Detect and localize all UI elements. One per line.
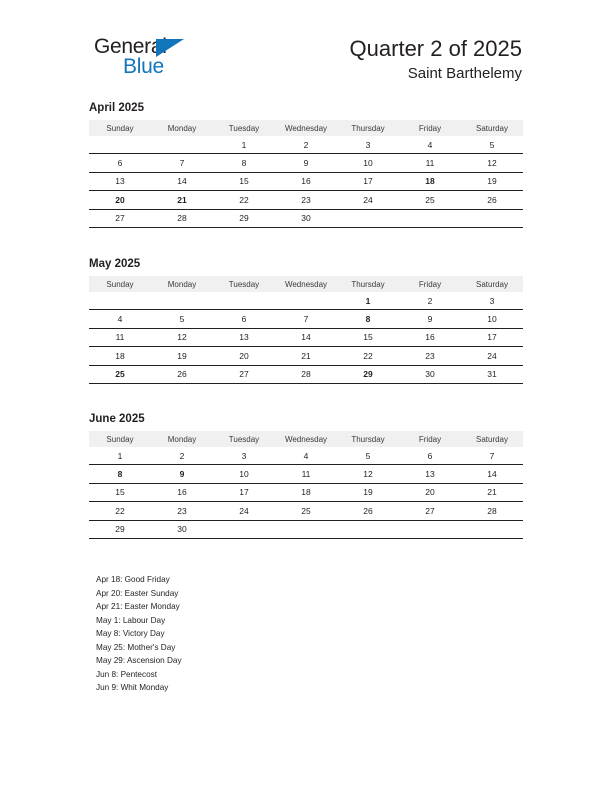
holiday-legend-item: May 8: Victory Day — [96, 629, 165, 638]
day-cell[interactable]: 17 — [461, 328, 523, 346]
day-cell[interactable]: 7 — [275, 310, 337, 328]
day-cell[interactable]: 13 — [399, 465, 461, 483]
month-block — [89, 412, 523, 539]
day-cell[interactable]: 2 — [303, 139, 309, 150]
holiday-legend-item: Jun 8: Pentecost — [96, 669, 157, 679]
day-cell[interactable]: 9 — [399, 310, 461, 328]
weekday-header-row — [89, 276, 523, 292]
day-cell-holiday[interactable]: 8 — [337, 310, 399, 328]
day-cell[interactable]: 23 — [151, 502, 213, 520]
month-block — [89, 257, 523, 384]
month-title: June 2025 — [89, 413, 145, 425]
week-row — [89, 328, 523, 346]
weekday-header-friday: Friday — [399, 276, 461, 292]
logo-text-general: General — [94, 35, 167, 58]
weekday-header-saturday: Saturday — [461, 431, 523, 447]
day-cell[interactable]: 7 — [151, 154, 213, 172]
weekday-header-sunday: Sunday — [89, 276, 151, 292]
calendar-table — [89, 120, 523, 228]
day-cell-empty — [337, 520, 399, 538]
weekday-header-monday: Monday — [151, 276, 213, 292]
weekday-header-row — [89, 431, 523, 447]
weekday-header-saturday: Saturday — [461, 276, 523, 292]
day-cell[interactable]: 28 — [151, 209, 213, 227]
day-cell[interactable]: 6 — [89, 154, 151, 172]
day-cell[interactable]: 27 — [399, 502, 461, 520]
weekday-header-row — [89, 120, 523, 136]
day-cell[interactable]: 14 — [151, 172, 213, 190]
day-cell[interactable]: 24 — [461, 347, 523, 365]
day-cell[interactable]: 20 — [399, 483, 461, 501]
calendar-table — [89, 431, 523, 539]
week-row — [89, 347, 523, 365]
day-cell[interactable]: 3 — [489, 295, 495, 306]
weekday-header-tuesday: Tuesday — [213, 120, 275, 136]
week-row — [89, 310, 523, 328]
day-cell[interactable]: 30 — [275, 209, 337, 227]
week-row — [89, 520, 523, 538]
day-cell[interactable]: 2 — [427, 295, 433, 306]
day-cell-empty — [213, 292, 275, 310]
day-cell-empty — [151, 292, 213, 310]
day-cell-empty — [337, 209, 399, 227]
day-cell[interactable]: 10 — [213, 465, 275, 483]
day-cell[interactable]: 1 — [117, 450, 123, 461]
weekday-header-thursday: Thursday — [337, 120, 399, 136]
month-title: April 2025 — [89, 102, 144, 114]
weekday-header-saturday: Saturday — [461, 120, 523, 136]
day-cell[interactable]: 16 — [151, 483, 213, 501]
week-row — [89, 465, 523, 483]
day-cell[interactable]: 25 — [399, 191, 461, 209]
day-cell[interactable]: 1 — [241, 139, 247, 150]
holiday-legend-item: Apr 18: Good Friday — [96, 575, 170, 584]
day-cell[interactable]: 28 — [461, 502, 523, 520]
page-header — [0, 0, 612, 95]
day-cell[interactable]: 15 — [89, 483, 151, 501]
day-cell[interactable]: 5 — [365, 450, 371, 461]
day-cell-empty — [275, 520, 337, 538]
day-cell[interactable]: 18 — [89, 347, 151, 365]
title-block — [350, 36, 522, 84]
day-cell[interactable]: 26 — [461, 191, 523, 209]
day-cell[interactable]: 4 — [89, 310, 151, 328]
weekday-header-sunday: Sunday — [89, 431, 151, 447]
day-cell[interactable]: 20 — [213, 347, 275, 365]
day-cell[interactable]: 25 — [275, 502, 337, 520]
day-cell[interactable]: 4 — [427, 139, 433, 150]
logo-text-blue: Blue — [123, 55, 164, 78]
day-cell[interactable]: 9 — [275, 154, 337, 172]
day-cell-holiday[interactable]: 9 — [151, 465, 213, 483]
day-cell[interactable]: 11 — [89, 328, 151, 346]
day-cell-empty — [461, 209, 523, 227]
weekday-header-tuesday: Tuesday — [213, 276, 275, 292]
day-cell[interactable]: 23 — [275, 191, 337, 209]
week-row — [89, 502, 523, 520]
day-cell-holiday[interactable]: 8 — [89, 465, 151, 483]
week-row — [89, 447, 523, 465]
day-cell[interactable]: 15 — [213, 172, 275, 190]
weekday-header-wednesday: Wednesday — [275, 120, 337, 136]
day-cell[interactable]: 12 — [461, 154, 523, 172]
day-cell[interactable]: 24 — [213, 502, 275, 520]
day-cell[interactable]: 2 — [179, 450, 185, 461]
day-cell[interactable]: 10 — [461, 310, 523, 328]
calendar-table — [89, 276, 523, 384]
day-cell-empty — [89, 292, 151, 310]
day-cell-empty — [275, 292, 337, 310]
week-row — [89, 172, 523, 190]
week-row — [89, 483, 523, 501]
day-cell[interactable]: 13 — [89, 172, 151, 190]
week-row — [89, 136, 523, 154]
day-cell[interactable]: 12 — [337, 465, 399, 483]
day-cell[interactable]: 26 — [151, 365, 213, 383]
week-row — [89, 191, 523, 209]
day-cell-holiday[interactable]: 20 — [89, 191, 151, 209]
day-cell[interactable]: 21 — [461, 483, 523, 501]
day-cell[interactable]: 7 — [489, 450, 495, 461]
holiday-legend-item: Jun 9: Whit Monday — [96, 683, 169, 692]
weekday-header-wednesday: Wednesday — [275, 431, 337, 447]
weekday-header-thursday: Thursday — [337, 431, 399, 447]
day-cell[interactable]: 21 — [275, 347, 337, 365]
day-cell[interactable]: 17 — [337, 172, 399, 190]
day-cell[interactable]: 22 — [213, 191, 275, 209]
holiday-legend-item: Apr 20: Easter Sunday — [96, 588, 179, 598]
holiday-legend-list — [96, 573, 396, 695]
page-title: Quarter 2 of 2025 — [349, 36, 522, 61]
day-cell[interactable]: 30 — [399, 365, 461, 383]
day-cell[interactable]: 24 — [337, 191, 399, 209]
weekday-header-thursday: Thursday — [337, 276, 399, 292]
weekday-header-friday: Friday — [399, 120, 461, 136]
day-cell-empty — [89, 136, 151, 154]
day-cell[interactable]: 10 — [337, 154, 399, 172]
holiday-legend-item: Apr 21: Easter Monday — [96, 602, 180, 611]
day-cell-holiday[interactable]: 21 — [151, 191, 213, 209]
week-row — [89, 209, 523, 227]
week-row — [89, 154, 523, 172]
day-cell[interactable]: 3 — [241, 450, 247, 461]
day-cell[interactable]: 12 — [151, 328, 213, 346]
weekday-header-wednesday: Wednesday — [275, 276, 337, 292]
weekday-header-tuesday: Tuesday — [213, 431, 275, 447]
page-subtitle: Saint Barthelemy — [407, 65, 522, 82]
day-cell[interactable]: 5 — [489, 139, 495, 150]
day-cell[interactable]: 19 — [151, 347, 213, 365]
day-cell[interactable]: 6 — [213, 310, 275, 328]
holiday-legend-item: May 29: Ascension Day — [96, 656, 182, 665]
day-cell[interactable]: 31 — [461, 365, 523, 383]
day-cell[interactable]: 8 — [213, 154, 275, 172]
week-row — [89, 292, 523, 310]
day-cell[interactable]: 28 — [275, 365, 337, 383]
day-cell[interactable]: 23 — [399, 347, 461, 365]
day-cell[interactable]: 27 — [89, 209, 151, 227]
day-cell[interactable]: 5 — [151, 310, 213, 328]
day-cell[interactable]: 22 — [337, 347, 399, 365]
day-cell[interactable]: 14 — [461, 465, 523, 483]
month-title: May 2025 — [89, 258, 141, 270]
day-cell[interactable]: 11 — [275, 465, 337, 483]
month-block — [89, 101, 523, 228]
holiday-legend-item: May 1: Labour Day — [96, 615, 166, 625]
day-cell-empty — [151, 136, 213, 154]
day-cell-empty — [399, 209, 461, 227]
day-cell[interactable]: 16 — [275, 172, 337, 190]
weekday-header-monday: Monday — [151, 431, 213, 447]
day-cell-holiday[interactable]: 29 — [337, 365, 399, 383]
day-cell[interactable]: 29 — [89, 520, 151, 538]
day-cell[interactable]: 3 — [365, 139, 371, 150]
day-cell-holiday[interactable]: 18 — [399, 172, 461, 190]
day-cell[interactable]: 13 — [213, 328, 275, 346]
holiday-legend-item: May 25: Mother's Day — [96, 642, 176, 652]
day-cell[interactable]: 15 — [337, 328, 399, 346]
weekday-header-sunday: Sunday — [89, 120, 151, 136]
day-cell[interactable]: 11 — [399, 154, 461, 172]
day-cell-holiday[interactable]: 25 — [89, 365, 151, 383]
day-cell[interactable]: 26 — [337, 502, 399, 520]
weekday-header-friday: Friday — [399, 431, 461, 447]
week-row — [89, 365, 523, 383]
day-cell[interactable]: 19 — [461, 172, 523, 190]
day-cell[interactable]: 22 — [89, 502, 151, 520]
day-cell[interactable]: 16 — [399, 328, 461, 346]
day-cell[interactable]: 6 — [427, 450, 433, 461]
day-cell[interactable]: 4 — [303, 450, 309, 461]
day-cell[interactable]: 17 — [213, 483, 275, 501]
day-cell[interactable]: 14 — [275, 328, 337, 346]
general-blue-logo — [94, 36, 214, 82]
day-cell-empty — [399, 520, 461, 538]
weekday-header-monday: Monday — [151, 120, 213, 136]
day-cell[interactable]: 30 — [151, 520, 213, 538]
day-cell[interactable]: 27 — [213, 365, 275, 383]
day-cell[interactable]: 19 — [337, 483, 399, 501]
day-cell-empty — [213, 520, 275, 538]
day-cell-empty — [461, 520, 523, 538]
day-cell[interactable]: 29 — [213, 209, 275, 227]
day-cell-holiday[interactable]: 1 — [365, 295, 371, 306]
day-cell[interactable]: 18 — [275, 483, 337, 501]
